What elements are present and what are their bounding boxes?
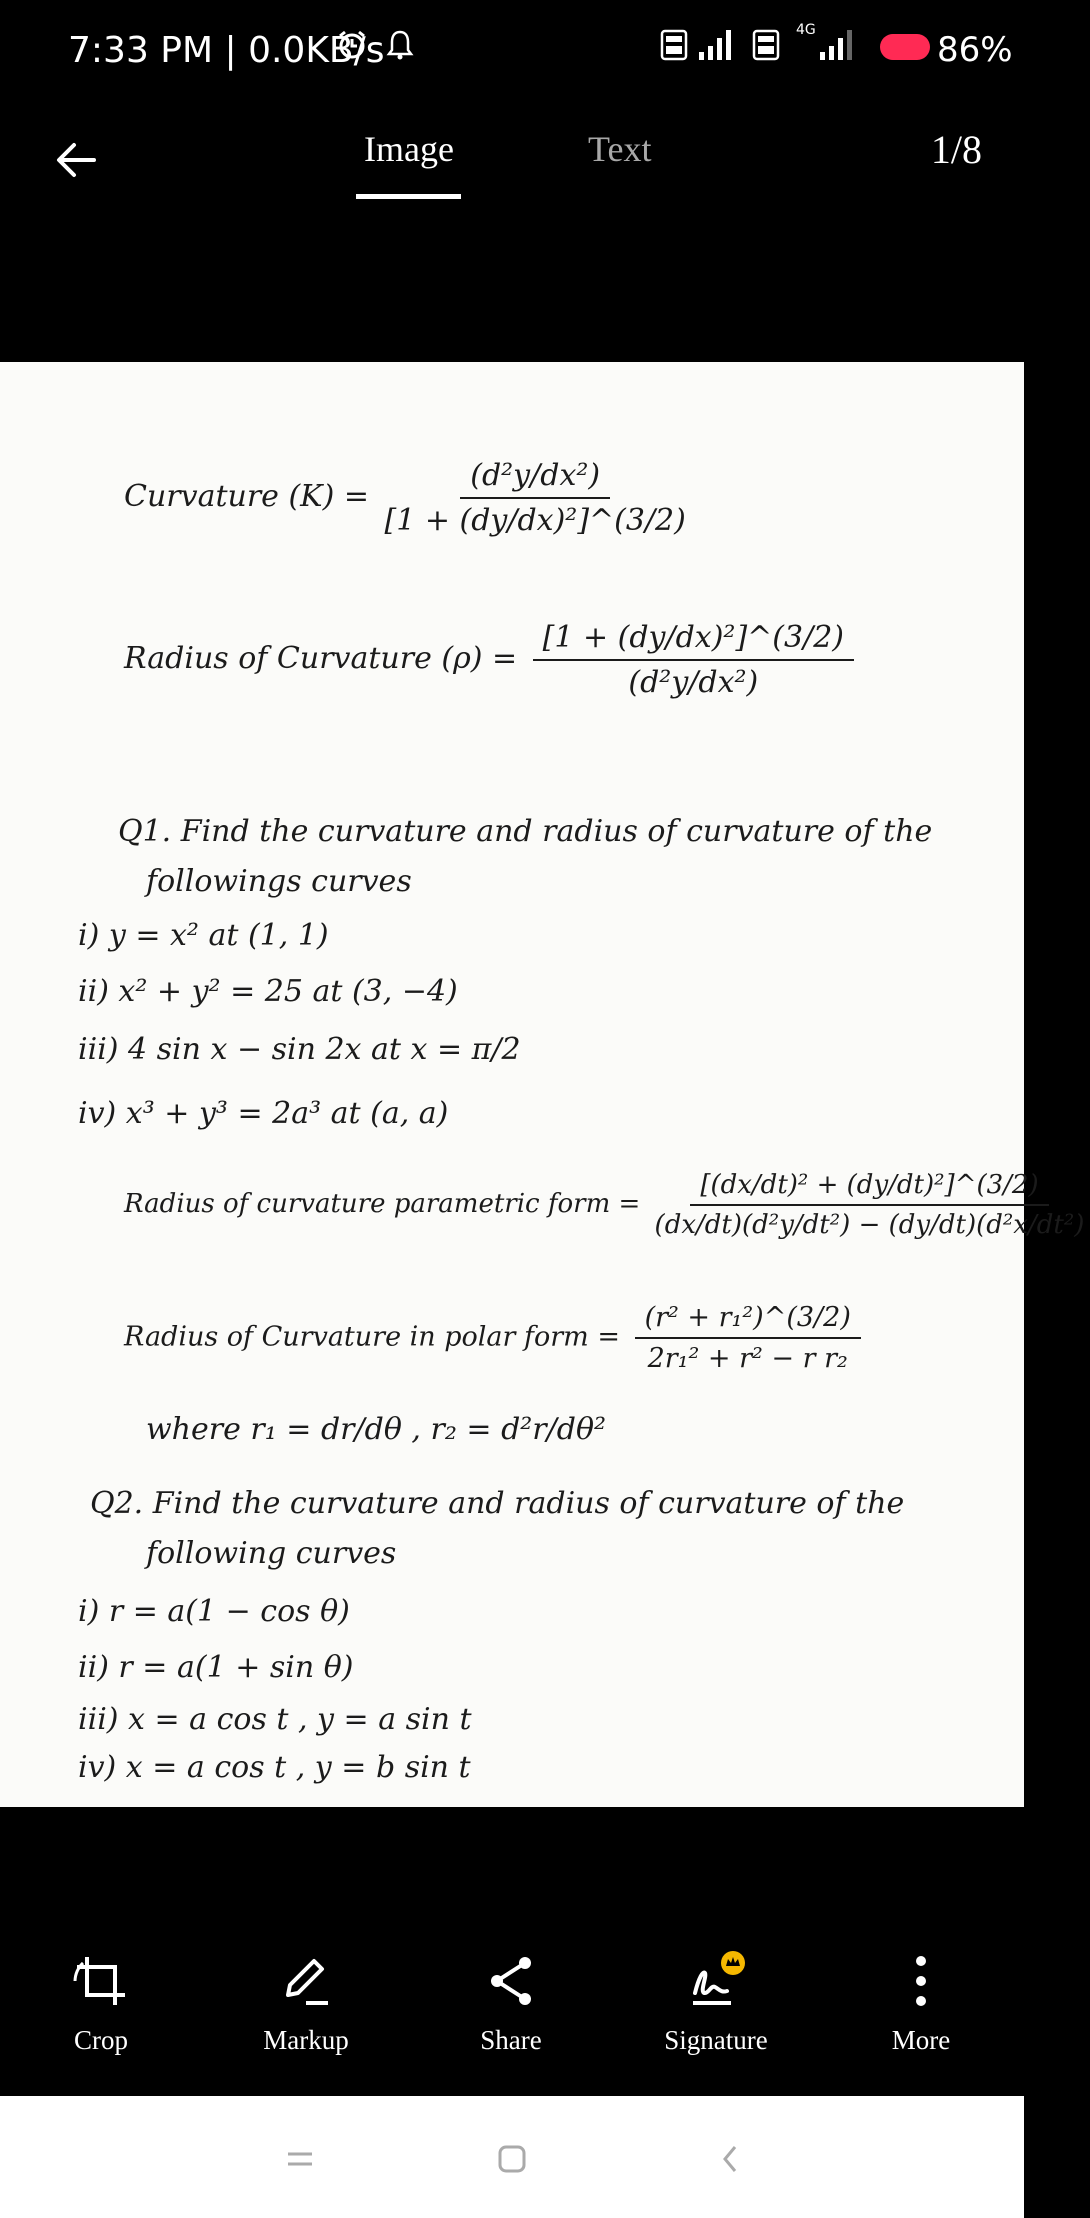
- home-button[interactable]: [482, 2134, 542, 2184]
- polar-where: where r₁ = dr/dθ , r₂ = d²r/dθ²: [146, 1412, 607, 1447]
- q2-heading-cont: following curves: [146, 1536, 397, 1571]
- share-icon: [441, 1945, 581, 2017]
- q1-item: ii) x² + y² = 25 at (3, −4): [78, 974, 458, 1009]
- radius-numerator: [1 + (dy/dx)²]^(3/2): [533, 620, 854, 661]
- q2-item: ii) r = a(1 + sin θ): [78, 1650, 354, 1685]
- curvature-denominator: [1 + (dy/dx)²]^(3/2): [384, 503, 686, 538]
- curvature-fraction: [385, 458, 686, 538]
- signal-icon: [697, 28, 733, 62]
- menu-icon: [280, 2144, 320, 2174]
- signature-label: Signature: [664, 2025, 768, 2055]
- share-label: Share: [480, 2025, 542, 2055]
- document-image: [0, 362, 1085, 1807]
- more-label: More: [891, 2025, 951, 2055]
- back-button[interactable]: [46, 130, 106, 190]
- top-app-bar: [0, 110, 1024, 210]
- radius-denominator: (d²y/dx²): [628, 665, 759, 700]
- polar-fraction: [635, 1302, 861, 1374]
- q1-heading: Q1. Find the curvature and radius of curvature of the: [118, 814, 933, 849]
- parametric-numerator: [(dx/dt)² + (dy/dt)²]^(3/2): [690, 1170, 1048, 1206]
- more-button[interactable]: [851, 1945, 991, 2056]
- radius-label: Radius of Curvature (ρ) =: [124, 641, 518, 676]
- q1-item: iii) 4 sin x − sin 2x at x = π/2: [78, 1032, 521, 1067]
- tab-text[interactable]: Text: [588, 129, 652, 169]
- radius-formula: [124, 620, 860, 700]
- crop-icon: [31, 1945, 171, 2017]
- notification-icon: [385, 28, 415, 62]
- crop-button[interactable]: [31, 1945, 171, 2056]
- q2-item: iii) x = a cos t , y = a sin t: [78, 1702, 472, 1737]
- network-label: 4G: [796, 22, 816, 38]
- more-vertical-icon: [851, 1945, 991, 2017]
- markup-label: Markup: [263, 2025, 349, 2055]
- bottom-toolbar: [0, 1945, 1024, 2105]
- q2-item: iv) x = a cos t , y = b sin t: [78, 1750, 471, 1785]
- q1-item: iv) x³ + y³ = 2a³ at (a, a): [78, 1096, 449, 1131]
- system-nav-bar: [0, 2096, 1024, 2218]
- crop-label: Crop: [74, 2025, 128, 2055]
- curvature-label: Curvature (K) =: [124, 479, 369, 514]
- network-type-icon: [796, 22, 816, 38]
- alarm-icon: [335, 28, 369, 62]
- tab-image[interactable]: Image: [364, 129, 454, 169]
- markup-button[interactable]: [236, 1945, 376, 2056]
- signature-icon: [646, 1945, 786, 2017]
- q2-heading: Q2. Find the curvature and radius of curvature of the: [90, 1486, 905, 1521]
- markup-pen-icon: [236, 1945, 376, 2017]
- parametric-fraction: [655, 1170, 1085, 1240]
- radius-fraction: [533, 620, 854, 700]
- polar-denominator: 2r₁² + r² − r r₂: [647, 1343, 848, 1374]
- volte-2-icon: [752, 28, 780, 62]
- signal-2-icon: [818, 28, 854, 62]
- signature-button[interactable]: [646, 1945, 786, 2056]
- polar-label: Radius of Curvature in polar form =: [124, 1321, 620, 1353]
- page-counter: 1/8: [930, 127, 982, 172]
- polar-numerator: (r² + r₁²)^(3/2): [635, 1302, 861, 1339]
- volte-icon: [660, 28, 688, 62]
- tab-indicator: [356, 194, 461, 199]
- home-square-icon: [492, 2139, 532, 2179]
- curvature-numerator: (d²y/dx²): [460, 458, 610, 499]
- q2-item: i) r = a(1 − cos θ): [78, 1594, 350, 1629]
- q1-item: i) y = x² at (1, 1): [78, 918, 329, 953]
- battery-percent: 86%: [937, 30, 1013, 70]
- chevron-left-icon: [715, 2139, 745, 2179]
- parametric-label: Radius of curvature parametric form =: [124, 1189, 641, 1219]
- arrow-left-icon: [54, 140, 98, 180]
- status-time: 7:33 PM | 0.0KB/s: [68, 30, 385, 71]
- battery-icon: [880, 34, 930, 60]
- curvature-formula: [124, 458, 692, 538]
- share-button[interactable]: [441, 1945, 581, 2056]
- parametric-formula: [124, 1170, 1090, 1240]
- status-bar: [0, 0, 1024, 100]
- polar-formula: [124, 1302, 867, 1374]
- back-nav-button[interactable]: [700, 2134, 760, 2184]
- q1-heading-cont: followings curves: [146, 864, 412, 899]
- recent-apps-button[interactable]: [270, 2134, 330, 2184]
- parametric-denominator: (dx/dt)(d²y/dt²) − (dy/dt)(d²x/dt²): [654, 1210, 1085, 1240]
